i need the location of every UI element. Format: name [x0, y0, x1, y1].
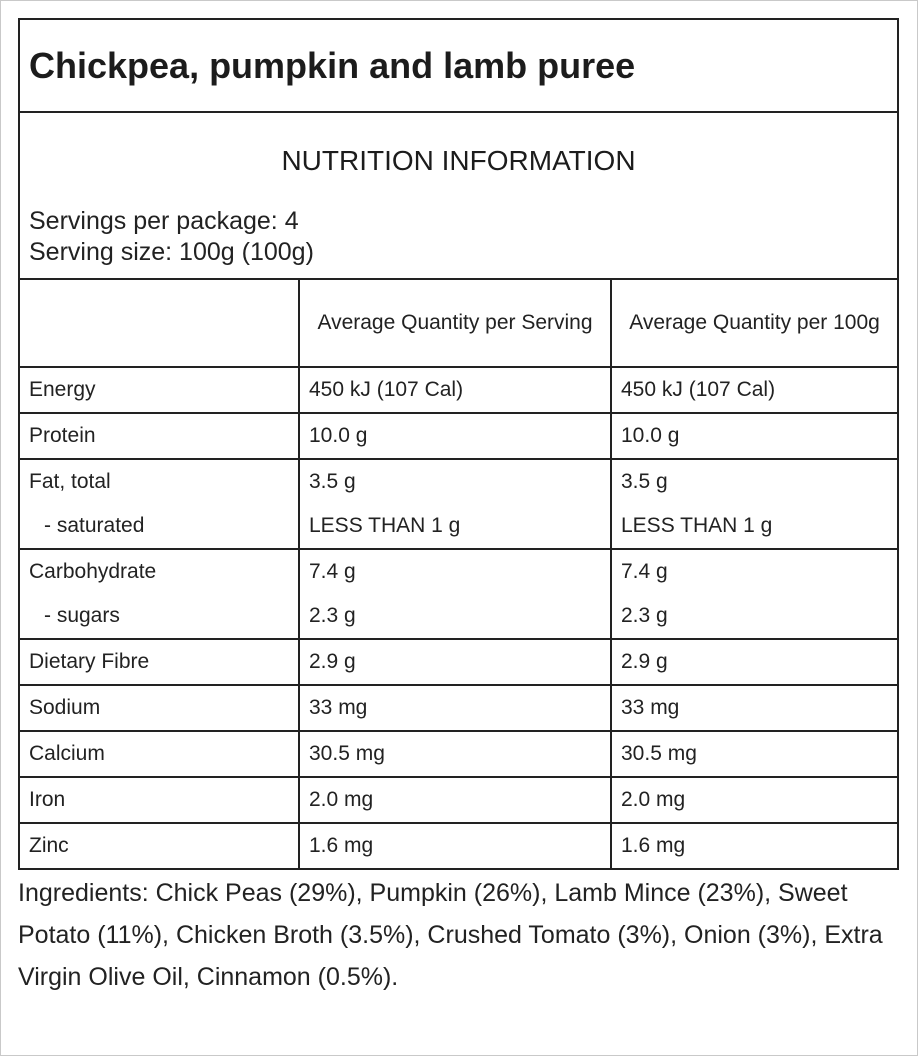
value-per-100g-cell	[611, 639, 897, 685]
nutrient-label: Fat, total	[29, 470, 111, 493]
value-per-100g: 2.9 g	[621, 650, 668, 673]
nutrient-label: Sodium	[29, 696, 101, 719]
table-header-row	[20, 280, 897, 367]
value-per-100g-cell	[611, 413, 897, 459]
nutrient-label: Protein	[29, 424, 96, 447]
value-per-serving: 2.3 g	[309, 604, 356, 627]
value-per-serving-cell	[299, 413, 611, 459]
nutrient-label: Energy	[29, 378, 96, 401]
value-per-serving: 30.5 mg	[309, 742, 385, 765]
value-per-100g-cell	[611, 823, 897, 868]
nutrient-label-cell	[20, 823, 299, 868]
value-per-serving-cell	[299, 549, 611, 639]
value-per-100g: LESS THAN 1 g	[621, 514, 773, 537]
value-per-100g: 450 kJ (107 Cal)	[621, 378, 776, 401]
value-per-serving: 33 mg	[309, 696, 368, 719]
nutrient-label: - saturated	[44, 514, 145, 537]
ingredients-text: Ingredients: Chick Peas (29%), Pumpkin (26%), Lamb Mince (23%), Sweet Potato (11%), Chicken Broth (3.5%), Crushed Tomato (3%), Onion (3%), Extra Virgin Olive Oil, Cinnamon (0.5%).	[18, 879, 883, 991]
serving-size: Serving size: 100g (100g)	[29, 238, 314, 266]
nutrition-panel	[18, 18, 899, 870]
table-row	[20, 731, 897, 777]
value-per-100g: 2.0 mg	[621, 788, 686, 811]
nutrient-label-cell	[20, 731, 299, 777]
product-title: Chickpea, pumpkin and lamb puree	[29, 44, 636, 86]
nutrient-label-cell	[20, 459, 299, 549]
value-per-serving: 2.9 g	[309, 650, 356, 673]
value-per-100g: 10.0 g	[621, 424, 680, 447]
table-row	[20, 459, 897, 549]
value-per-serving-cell	[299, 823, 611, 868]
value-per-100g-cell	[611, 777, 897, 823]
value-per-serving-cell	[299, 459, 611, 549]
value-per-serving: 2.0 mg	[309, 788, 374, 811]
value-per-100g-cell	[611, 459, 897, 549]
value-per-serving: LESS THAN 1 g	[309, 514, 461, 537]
nutrition-heading: NUTRITION INFORMATION	[281, 145, 636, 176]
value-per-serving: 7.4 g	[309, 560, 356, 583]
table-row	[20, 549, 897, 639]
nutrient-label: Zinc	[29, 834, 69, 857]
nutrition-table	[20, 280, 897, 868]
value-per-serving: 3.5 g	[309, 470, 356, 493]
column-header-label	[20, 280, 299, 367]
table-row	[20, 823, 897, 868]
value-per-100g-cell	[611, 549, 897, 639]
table-row	[20, 639, 897, 685]
table-row	[20, 685, 897, 731]
table-row	[20, 413, 897, 459]
nutrition-info-header	[20, 113, 897, 280]
table-row	[20, 367, 897, 413]
value-per-serving-cell	[299, 639, 611, 685]
servings-per-package: Servings per package: 4	[29, 207, 299, 235]
value-per-serving: 10.0 g	[309, 424, 368, 447]
column-header-per-100g: Average Quantity per 100g	[611, 280, 897, 367]
column-header-per-serving: Average Quantity per Serving	[299, 280, 611, 367]
value-per-serving-cell	[299, 685, 611, 731]
value-per-100g: 30.5 mg	[621, 742, 697, 765]
nutrient-label-cell	[20, 367, 299, 413]
value-per-serving-cell	[299, 731, 611, 777]
value-per-100g: 7.4 g	[621, 560, 668, 583]
value-per-100g: 33 mg	[621, 696, 680, 719]
nutrient-label: Dietary Fibre	[29, 650, 150, 673]
nutrient-label: Carbohydrate	[29, 560, 157, 583]
value-per-100g: 2.3 g	[621, 604, 668, 627]
nutrient-label-cell	[20, 685, 299, 731]
nutrient-label: - sugars	[44, 604, 120, 627]
table-row	[20, 777, 897, 823]
nutrient-label: Calcium	[29, 742, 105, 765]
nutrient-label-cell	[20, 639, 299, 685]
value-per-serving-cell	[299, 367, 611, 413]
nutrient-label-cell	[20, 549, 299, 639]
value-per-serving: 1.6 mg	[309, 834, 374, 857]
nutrient-label: Iron	[29, 788, 66, 811]
value-per-100g: 3.5 g	[621, 470, 668, 493]
value-per-100g-cell	[611, 731, 897, 777]
servings-info	[29, 206, 314, 268]
value-per-100g: 1.6 mg	[621, 834, 686, 857]
value-per-100g-cell	[611, 685, 897, 731]
nutrient-label-cell	[20, 413, 299, 459]
value-per-100g-cell	[611, 367, 897, 413]
title-box	[20, 20, 897, 113]
value-per-serving-cell	[299, 777, 611, 823]
value-per-serving: 450 kJ (107 Cal)	[309, 378, 464, 401]
nutrient-label-cell	[20, 777, 299, 823]
